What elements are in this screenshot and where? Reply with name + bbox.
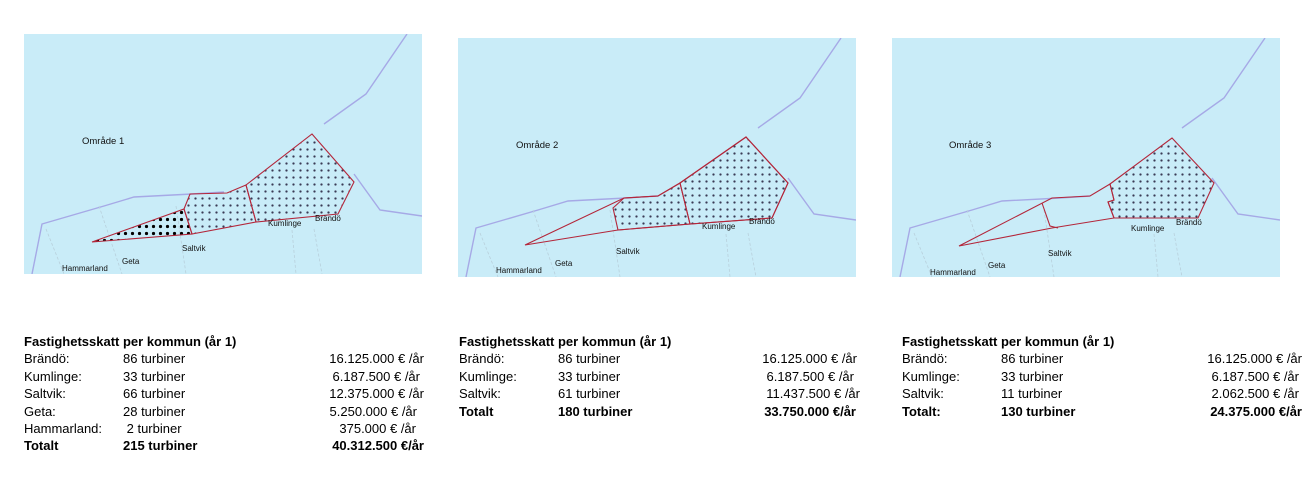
map-area-3	[892, 38, 1280, 277]
table-row	[24, 350, 424, 367]
tax-amount: 16.125.000 € /år	[329, 351, 424, 367]
tax-amount: 6.187.500 € /år	[332, 368, 420, 384]
municipal-boundary	[1212, 178, 1280, 220]
tax-amount: 2.062.500 € /år	[1211, 386, 1299, 402]
total-label: Totalt:	[902, 403, 941, 419]
table-title: Fastighetsskatt per kommun (år 1)	[24, 334, 237, 349]
place-brando: Brändö	[1176, 218, 1202, 227]
table-row	[24, 403, 424, 420]
area-label: Område 2	[516, 140, 559, 151]
table-row	[902, 385, 1302, 402]
saltvik-boundary	[1042, 203, 1058, 228]
municipality: Kumlinge:	[902, 368, 960, 384]
municipality: Brändö:	[902, 351, 948, 367]
wind-area-outline	[959, 184, 1114, 246]
tax-amount: 11.437.500 € /år	[766, 386, 860, 402]
place-kumlinge: Kumlinge	[702, 222, 736, 231]
municipality: Kumlinge:	[459, 368, 517, 384]
place-brando: Brändö	[749, 217, 775, 226]
inner-boundary	[1154, 234, 1158, 277]
map-area-1	[24, 34, 422, 274]
place-saltvik: Saltvik	[182, 244, 206, 253]
turbine-count: 33 turbiner	[558, 368, 621, 384]
place-hammarland: Hammarland	[62, 264, 108, 273]
wind-area-middle	[613, 183, 690, 230]
place-kumlinge: Kumlinge	[1131, 224, 1165, 233]
wind-area-east	[246, 134, 354, 222]
tax-amount: 12.375.000 € /år	[329, 386, 424, 402]
municipality: Hammarland:	[24, 420, 103, 436]
wind-area-east	[680, 137, 788, 224]
map-3-graphic	[892, 38, 1280, 277]
inner-boundary	[726, 234, 730, 277]
turbine-count: 11 turbiner	[1001, 386, 1063, 402]
tax-table-3	[902, 333, 1302, 420]
total-amount: 40.312.500 €/år	[332, 438, 424, 454]
municipality: Saltvik:	[902, 386, 944, 402]
turbine-count: 66 turbiner	[123, 386, 186, 402]
place-geta: Geta	[555, 259, 573, 268]
municipal-boundary	[758, 38, 841, 128]
table-row	[459, 350, 860, 367]
table-total-row	[902, 403, 1302, 420]
place-hammarland: Hammarland	[496, 266, 542, 275]
total-amount: 33.750.000 €/år	[764, 403, 856, 419]
turbine-count: 33 turbiner	[123, 368, 186, 384]
inner-boundary	[1174, 233, 1182, 277]
municipality: Saltvik:	[24, 386, 66, 402]
tax-amount: 6.187.500 € /år	[766, 368, 854, 384]
table-title: Fastighetsskatt per kommun (år 1)	[902, 334, 1115, 349]
municipal-boundary	[788, 178, 856, 220]
tax-amount: 16.125.000 € /år	[762, 351, 857, 367]
tax-amount: 6.187.500 € /år	[1211, 368, 1299, 384]
tax-amount: 16.125.000 € /år	[1207, 351, 1302, 367]
inner-boundary	[748, 233, 756, 277]
municipality: Kumlinge:	[24, 368, 82, 384]
place-saltvik: Saltvik	[616, 247, 640, 256]
table-row	[24, 385, 424, 402]
municipality: Brändö:	[459, 351, 505, 367]
total-label: Totalt	[459, 403, 494, 419]
turbine-count: 86 turbiner	[123, 351, 186, 367]
total-count: 180 turbiner	[558, 403, 633, 419]
wind-area-west	[92, 209, 192, 242]
inner-boundary	[292, 230, 296, 274]
tax-table-2	[459, 333, 860, 420]
tax-amount: 5.250.000 € /år	[329, 403, 417, 419]
total-count: 130 turbiner	[1001, 403, 1076, 419]
area-label: Område 1	[82, 136, 125, 147]
inner-boundary	[1044, 210, 1054, 277]
place-geta: Geta	[988, 261, 1006, 270]
table-row	[24, 368, 424, 385]
turbine-count: 28 turbiner	[123, 403, 186, 419]
turbine-count: 2 turbiner	[123, 420, 182, 436]
municipality: Geta:	[24, 403, 56, 419]
tax-amount: 375.000 € /år	[339, 420, 416, 436]
inner-boundary	[314, 229, 322, 274]
municipal-boundary	[354, 174, 422, 216]
turbine-count: 33 turbiner	[1001, 368, 1064, 384]
municipality: Brändö:	[24, 351, 70, 367]
turbine-count: 86 turbiner	[1001, 351, 1064, 367]
table-row	[459, 385, 860, 402]
table-row	[902, 350, 1302, 367]
total-amount: 24.375.000 €/år	[1210, 403, 1302, 419]
municipality: Saltvik:	[459, 386, 501, 402]
place-brando: Brändö	[315, 214, 341, 223]
municipal-boundary	[1182, 38, 1265, 128]
map-1-graphic	[24, 34, 422, 274]
map-area-2	[458, 38, 856, 277]
tax-table-1	[24, 333, 424, 455]
table-title: Fastighetsskatt per kommun (år 1)	[459, 334, 672, 349]
place-saltvik: Saltvik	[1048, 249, 1072, 258]
total-count: 215 turbiner	[123, 438, 198, 454]
map-2-graphic	[458, 38, 856, 277]
total-label: Totalt	[24, 438, 59, 454]
turbine-count: 86 turbiner	[558, 351, 621, 367]
table-total-row	[24, 437, 424, 454]
table-row	[24, 420, 424, 437]
area-label: Område 3	[949, 140, 992, 151]
place-hammarland: Hammarland	[930, 268, 976, 277]
place-kumlinge: Kumlinge	[268, 219, 302, 228]
wind-area-east	[1108, 138, 1214, 218]
municipal-boundary	[324, 34, 407, 124]
place-geta: Geta	[122, 257, 140, 266]
table-row	[459, 368, 860, 385]
table-total-row	[459, 403, 860, 420]
turbine-count: 61 turbiner	[558, 386, 621, 402]
table-row	[902, 368, 1302, 385]
